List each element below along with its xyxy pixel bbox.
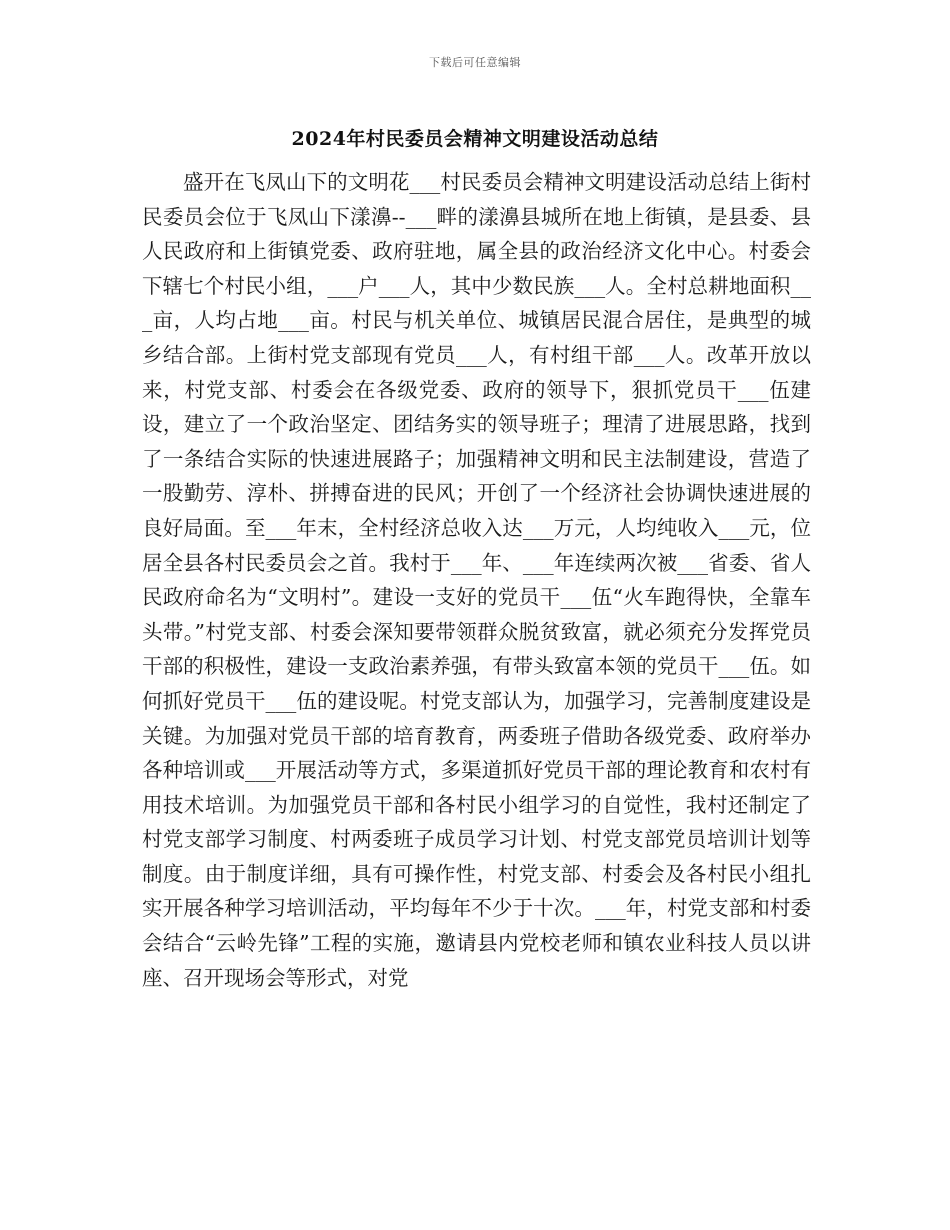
document-title: 2024年村民委员会精神文明建设活动总结 [291,128,659,150]
header-note: 下载后可任意编辑 [429,56,521,69]
body-paragraph: 盛开在飞凤山下的文明花___村民委员会精神文明建设活动总结上街村民委员会位于飞凤山下漾濞--___畔的漾濞县城所在地上街镇，是县委、县人民政府和上街镇党委、政府驻地，属全县的政治经济文化中心。村委会下辖七个村民小组，___户___人，其中少数民族___人。全村总耕地面积___亩，人均占地___亩。村民与机关单位、城镇居民混合居住，是典型的城乡结合部。上街村党支部现有党员___人，有村组干部___人。改革开放以来，村党支部、村委会在各级党委、政府的领导下，狠抓党员干___伍建设，建立了一个政治坚定、团结务实的领导班子；理清了进展思路，找到了一条结合实际的快速进展路子；加强精神文明和民主法制建设，营造了一股勤劳、淳朴、拼搏奋进的民风；开创了一个经济社会协调快速进展的良好局面。至___年末，全村经济总收入达___万元，人均纯收入___元，位居全县各村民委员会之首。我村于___年、___年连续两次被___省委、省人民政府命名为“文明村”。建设一支好的党员干___伍“火车跑得快，全靠车头带。”村党支部、村委会深知要带领群众脱贫致富，就必须充分发挥党员干部的积极性，建设一支政治素养强，有带头致富本领的党员干___伍。如何抓好党员干___伍的建设呢。村党支部认为，加强学习，完善制度建设是关键。为加强对党员干部的培育教育，两委班子借助各级党委、政府举办各种培训或___开展活动等方式，多渠道抓好党员干部的理论教育和农村有用技术培训。为加强党员干部和各村民小组学习的自觉性，我村还制定了村党支部学习制度、村两委班子成员学习计划、村党支部党员培训计划等制度。由于制度详细，具有可操作性，村党支部、村委会及各村民小组扎实开展各种学习培训活动，平均每年不少于十次。___年，村党支部和村委会结合“云岭先锋”工程的实施，邀请县内党校老师和镇农业科技人员以讲座、召开现场会等形式，对党 [142,170,811,990]
